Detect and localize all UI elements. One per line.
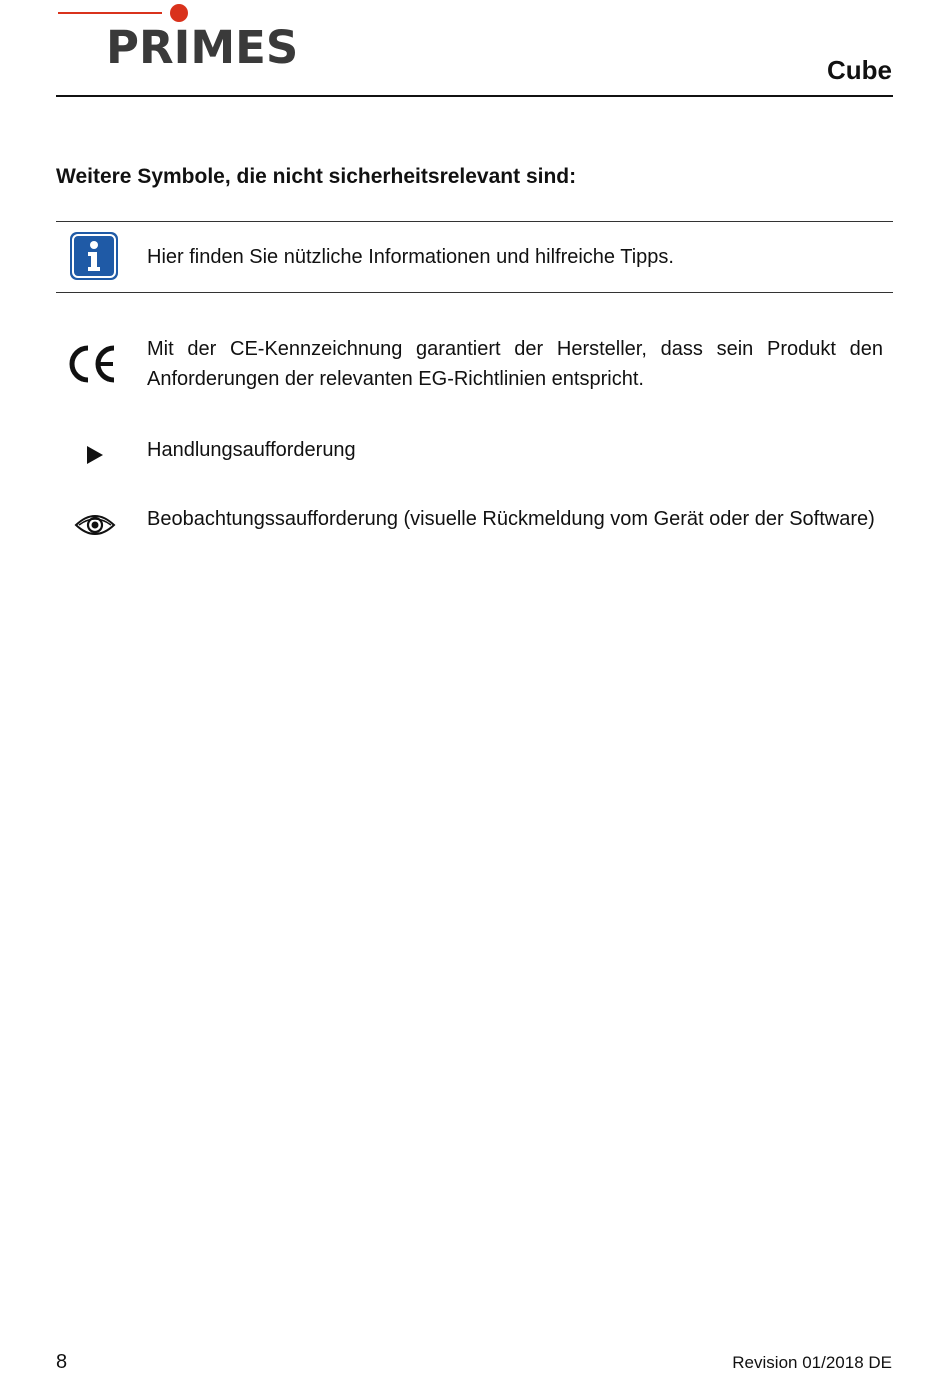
header-divider: [56, 95, 893, 97]
logo-red-dot: [170, 4, 188, 22]
eye-icon: [74, 512, 116, 538]
logo-text: PRIMES: [106, 21, 299, 74]
section-heading: Weitere Symbole, die nicht sicherheitsrelevant sind:: [56, 165, 577, 188]
ce-mark-icon: [68, 344, 120, 384]
info-note-box: [56, 221, 893, 293]
ce-description: Mit der CE-Kennzeichnung garantiert der Hersteller, dass sein Produkt den Anforderungen der relevanten EG-Richtlinien entspricht.: [147, 338, 883, 390]
revision-label: Revision 01/2018 DE: [732, 1353, 892, 1372]
info-icon: [69, 231, 119, 281]
logo-red-line: [58, 12, 162, 14]
info-description: Hier finden Sie nützliche Informationen und hilfreiche Tipps.: [147, 246, 674, 268]
document-title: Cube: [827, 55, 892, 85]
observe-description: Beobachtungssaufforderung (visuelle Rückmeldung vom Gerät oder der Software): [147, 508, 875, 530]
primes-logo: [56, 2, 306, 74]
page-number: 8: [56, 1351, 68, 1373]
action-description: Handlungsaufforderung: [147, 439, 356, 461]
play-triangle-icon: [86, 445, 104, 465]
